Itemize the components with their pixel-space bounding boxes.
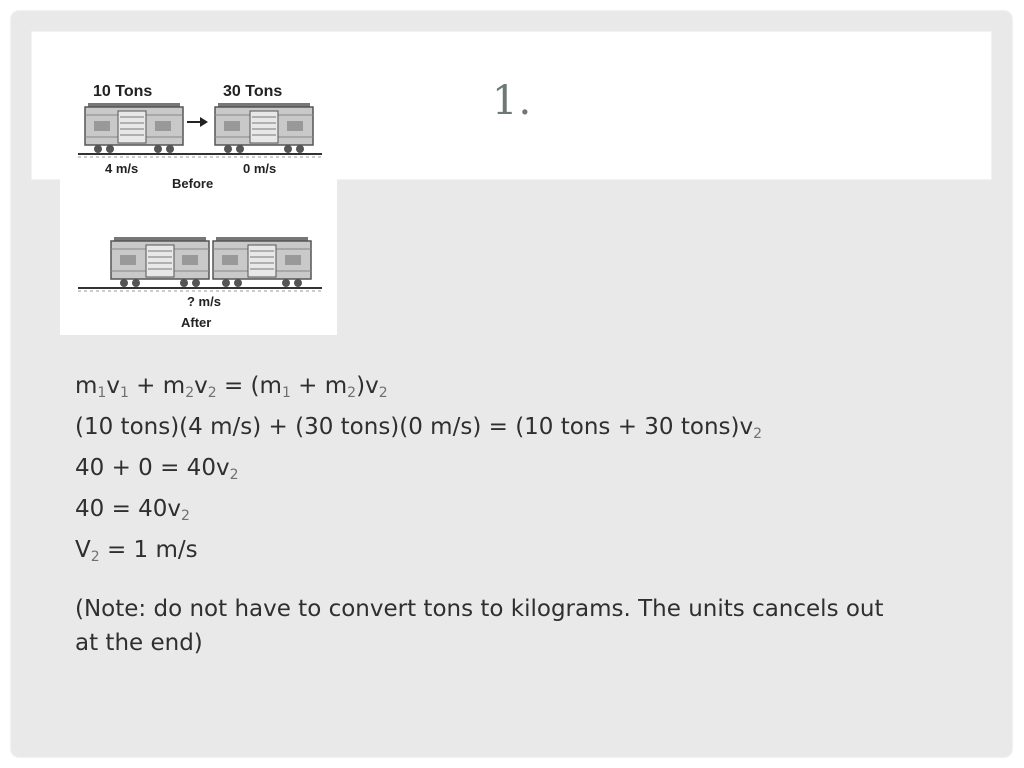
speed-left-label: 4 m/s — [105, 161, 139, 176]
train-diagram-svg — [60, 75, 337, 335]
equation-line: (10 tons)(4 m/s) + (30 tons)(0 m/s) = (10 tons + 30 $tons)v_2$ — [75, 414, 763, 442]
before-label: Before — [172, 176, 214, 191]
boxcar-right-before — [215, 103, 313, 153]
car-left-mass-label: 10 Tons — [93, 83, 153, 100]
equation-line: $V_2 = 1$ m/s — [75, 537, 198, 565]
track-before — [78, 154, 322, 157]
car-right-mass-label: 30 Tons — [223, 83, 283, 100]
train-collision-diagram — [60, 75, 337, 335]
track-after — [78, 288, 322, 291]
boxcar-left-before — [85, 103, 183, 153]
equation-line: $40 + 0 = 40v_2$ — [75, 455, 239, 483]
boxcar-right-after — [213, 237, 311, 287]
arrow-right-icon — [187, 117, 208, 127]
after-speed-label: ? m/s — [187, 294, 221, 309]
note-text: (Note: do not have to convert tons to kilograms. The units cancels out at the end) — [75, 596, 884, 656]
equation-line: $m_1v_1 + m_2v_2 = (m_1 + m_2)v_2$ — [75, 373, 388, 401]
slide-title: 1. — [492, 78, 533, 124]
speed-right-label: 0 m/s — [243, 161, 277, 176]
after-label: After — [181, 315, 212, 330]
solution-body — [75, 366, 935, 660]
boxcar-left-after — [111, 237, 209, 287]
equation-line: $40 = 40v_2$ — [75, 496, 190, 524]
